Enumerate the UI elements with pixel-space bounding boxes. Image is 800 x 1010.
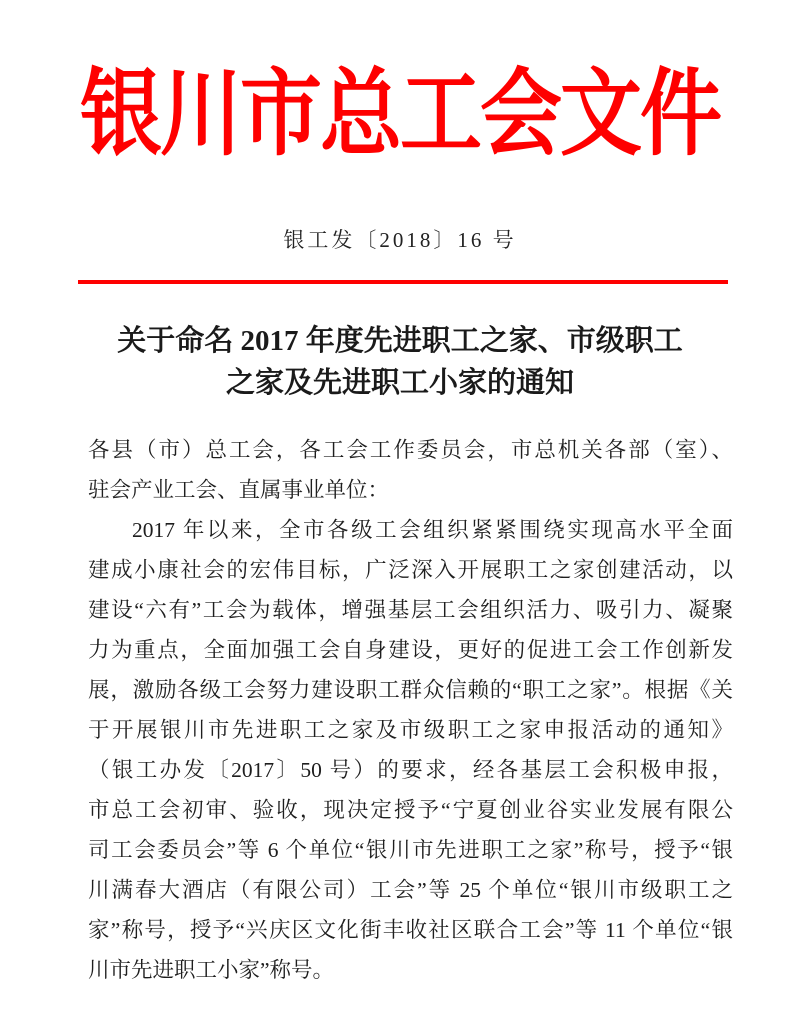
body-line: 于开展银川市先进职工之家及市级职工之家申报活动的通知》 [88,718,733,742]
body-line: 家”称号，授予“兴庆区文化街丰收社区联合工会”等 11 个单位“银 [88,918,733,942]
doc-title-line-1: 关于命名 2017 年度先进职工之家、市级职工 [117,325,683,357]
body-line: 展，激励各级工会努力建设职工群众信赖的“职工之家”。根据《关 [88,678,733,702]
doc-number: 银工发〔2018〕16 号 [283,228,517,252]
body-line: 2017 年以来，全市各级工会组织紧紧围绕实现高水平全面 [132,518,733,542]
body-line: 川市先进职工小家”称号。 [88,958,335,982]
body-line: 司工会委员会”等 6 个单位“银川市先进职工之家”称号，授予“银 [88,838,733,862]
red-separator-line [78,280,728,284]
org-title: 银川市总工会文件 [79,62,720,167]
salutation-line: 各县（市）总工会，各工会工作委员会，市总机关各部（室）、 [88,438,733,462]
body-line: 建成小康社会的宏伟目标，广泛深入开展职工之家创建活动，以 [88,558,733,582]
document-body [88,430,733,990]
body-line: 建设“六有”工会为载体，增强基层工会组织活力、吸引力、凝聚 [88,598,733,622]
body-line: 市总工会初审、验收，现决定授予“宁夏创业谷实业发展有限公 [88,798,733,822]
salutation-line: 驻会产业工会、直属事业单位： [88,478,390,502]
doc-title-line-2: 之家及先进职工小家的通知 [225,367,574,399]
body-line: 力为重点，全面加强工会自身建设，更好的促进工会工作创新发 [88,638,733,662]
doc-title [60,320,740,404]
body-line: （银工办发〔2017〕50 号）的要求，经各基层工会积极申报， [88,758,733,782]
body-line: 川满春大酒店（有限公司）工会”等 25 个单位“银川市级职工之 [88,878,733,902]
